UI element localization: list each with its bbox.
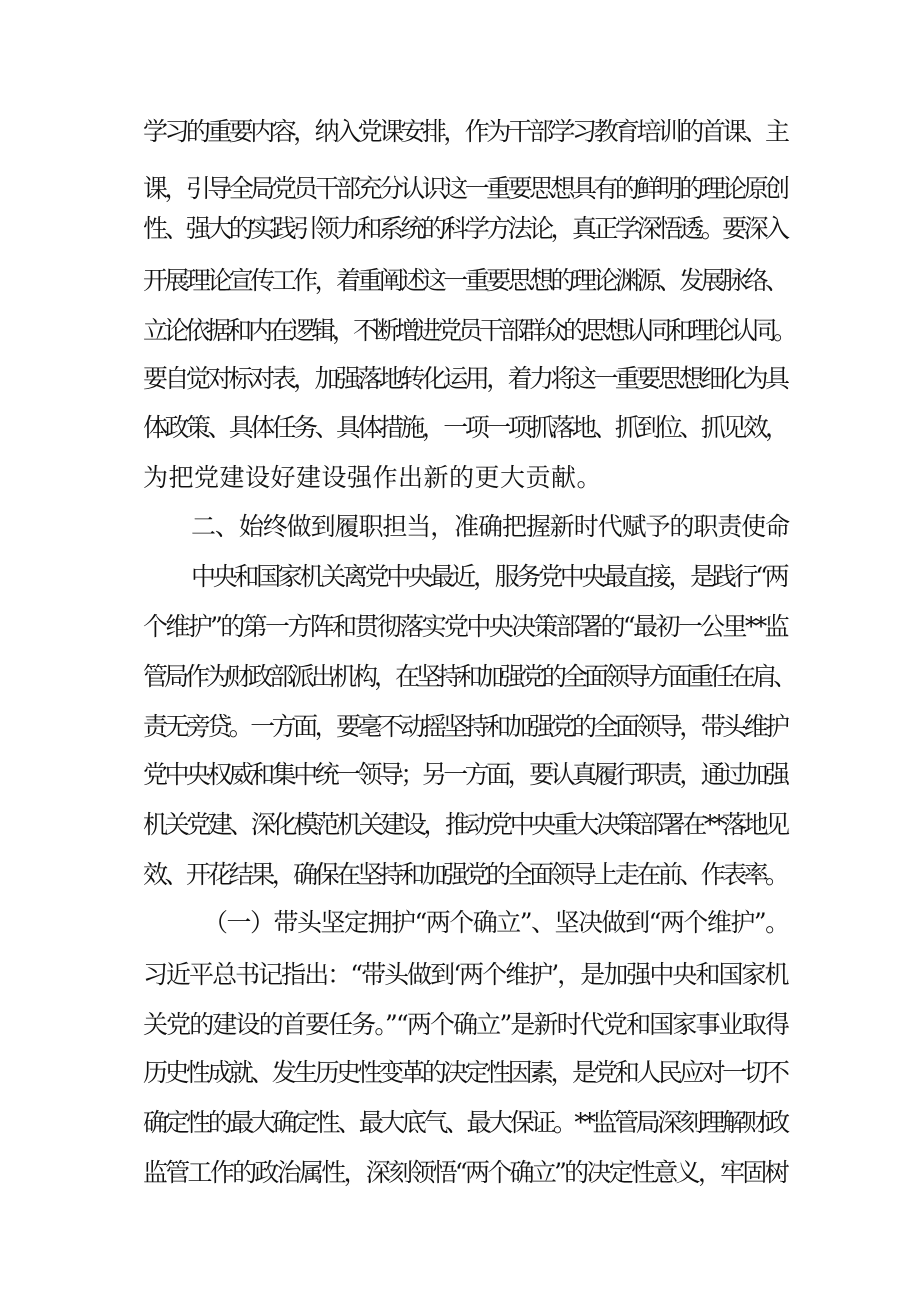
section-heading: 二、始终做到履职担当，准确把握新时代赋予的职责使命 — [191, 512, 790, 541]
text-line-20: 历史性成就、发生历史性变革的决定性因素，是党和人民应对一切不 — [143, 1058, 787, 1087]
text-line-22: 监管工作的政治属性，深刻领悟“两个确立”的决定性意义，牢固树 — [143, 1158, 787, 1187]
text-line-3: 性、强大的实践引领力和系统的科学方法论，真正学深悟透。要深入 — [143, 214, 787, 243]
text-line-7: 体政策、具体任务、具体措施，一项一项抓落地、抓到位、抓见效， — [143, 413, 787, 442]
text-line-4: 开展理论宣传工作，着重阐述这一重要思想的理论渊源、发展脉络、 — [143, 266, 787, 295]
text-line-10: 中央和国家机关离党中央最近，服务党中央最直接，是践行“两 — [191, 562, 787, 591]
text-line-1: 学习的重要内容，纳入党课安排，作为干部学习教育培训的首课、主 — [143, 117, 787, 146]
text-line-19: 关党的建设的首要任务。”“两个确立”是新时代党和国家事业取得 — [143, 1010, 789, 1039]
text-line-5: 立论依据和内在逻辑，不断增进党员干部群众的思想认同和理论认同。 — [143, 316, 795, 345]
text-line-16: 效、开花结果，确保在坚持和加强党的全面领导上走在前、作表率。 — [143, 860, 787, 889]
text-line-8: 为把党建设好建设强作出新的更大贡献。 — [143, 463, 603, 492]
subsection-heading: （一）带头坚定拥护“两个确立”、坚决做到“两个维护”。 — [203, 908, 789, 937]
text-line-21: 确定性的最大确定性、最大底气、最大保证。**监管局深刻理解财政 — [143, 1108, 787, 1137]
text-line-14: 党中央权威和集中统一领导；另一方面，要认真履行职责，通过加强 — [143, 760, 787, 789]
text-line-2: 课，引导全局党员干部充分认识这一重要思想具有的鲜明的理论原创 — [143, 174, 787, 203]
text-line-6: 要自觉对标对表，加强落地转化运用，着力将这一重要思想细化为具 — [143, 364, 787, 393]
text-line-11: 个维护”的第一方阵和贯彻落实党中央决策部署的“最初一公里**监 — [143, 612, 788, 641]
text-line-15: 机关党建、深化模范机关建设，推动党中央重大决策部署在**落地见 — [143, 810, 787, 839]
text-line-13: 责无旁贷。一方面，要毫不动摇坚持和加强党的全面领导，带头维护 — [143, 712, 787, 741]
text-line-12: 管局作为财政部派出机构，在坚持和加强党的全面领导方面重任在肩、 — [143, 662, 795, 691]
text-line-18: 习近平总书记指出：“带头做到‘两个维护’，是加强中央和国家机 — [143, 960, 788, 989]
